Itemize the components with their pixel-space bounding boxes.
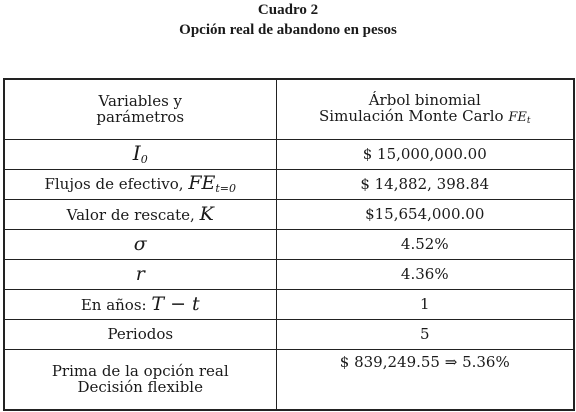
header-method-line1: Árbol binomial — [368, 90, 481, 109]
table-caption-number: Cuadro 2 — [257, 2, 319, 18]
real-option-table — [3, 78, 575, 411]
flujos-text: Flujos de efectivo, — [44, 174, 184, 193]
table-row — [4, 349, 574, 410]
anos-symbol: T − t — [151, 292, 200, 315]
row-anos-label — [4, 289, 276, 319]
rescate-text: Valor de rescate, — [66, 205, 195, 224]
header-method — [276, 79, 574, 139]
table-caption-title: Opción real de abandono en pesos — [179, 22, 397, 38]
r-symbol: r — [135, 262, 145, 285]
row-anos-value: 1 — [276, 289, 574, 319]
row-sigma-value: 4.52% — [276, 229, 574, 259]
row-prima-value — [276, 349, 574, 410]
prima-value-text: $ 839,249.55 ⇒ 5.36% — [339, 352, 510, 371]
anos-text: En años: — [80, 295, 147, 314]
row-rescate-value: $15,654,000.00 — [276, 199, 574, 229]
row-sigma-label — [4, 229, 276, 259]
table-header-row — [4, 79, 574, 139]
row-i0-label — [4, 139, 276, 169]
table-row — [4, 229, 574, 259]
i0-subscript: 0 — [140, 152, 148, 166]
row-i0-value: $ 15,000,000.00 — [276, 139, 574, 169]
table-row — [4, 169, 574, 199]
prima-label-line2: Decisión flexible — [77, 378, 203, 397]
flujos-subscript: t=0 — [215, 181, 237, 195]
row-prima-label — [4, 349, 276, 410]
header-variables — [4, 79, 276, 139]
prima-label-line1: Prima de la opción real — [51, 361, 229, 380]
header-method-text: Simulación Monte Carlo — [319, 107, 504, 126]
row-r-label — [4, 259, 276, 289]
row-flujos-value: $ 14,882, 398.84 — [276, 169, 574, 199]
table-row — [4, 289, 574, 319]
header-method-line2 — [277, 108, 574, 127]
header-method-subscript: t — [526, 116, 531, 127]
header-variables-line1: Variables y — [98, 91, 183, 110]
header-method-symbol: FE — [508, 110, 527, 126]
flujos-symbol: FE — [188, 171, 216, 194]
table-row — [4, 139, 574, 169]
table-row — [4, 199, 574, 229]
table-row — [4, 259, 574, 289]
row-rescate-label — [4, 199, 276, 229]
row-periodos-value: 5 — [276, 319, 574, 349]
rescate-symbol: K — [199, 202, 214, 225]
row-periodos-label: Periodos — [4, 319, 276, 349]
i0-symbol: I — [132, 140, 141, 165]
header-variables-line2: parámetros — [96, 108, 185, 127]
row-flujos-label — [4, 169, 276, 199]
row-r-value: 4.36% — [276, 259, 574, 289]
table-row — [4, 319, 574, 349]
sigma-symbol: σ — [133, 232, 147, 255]
